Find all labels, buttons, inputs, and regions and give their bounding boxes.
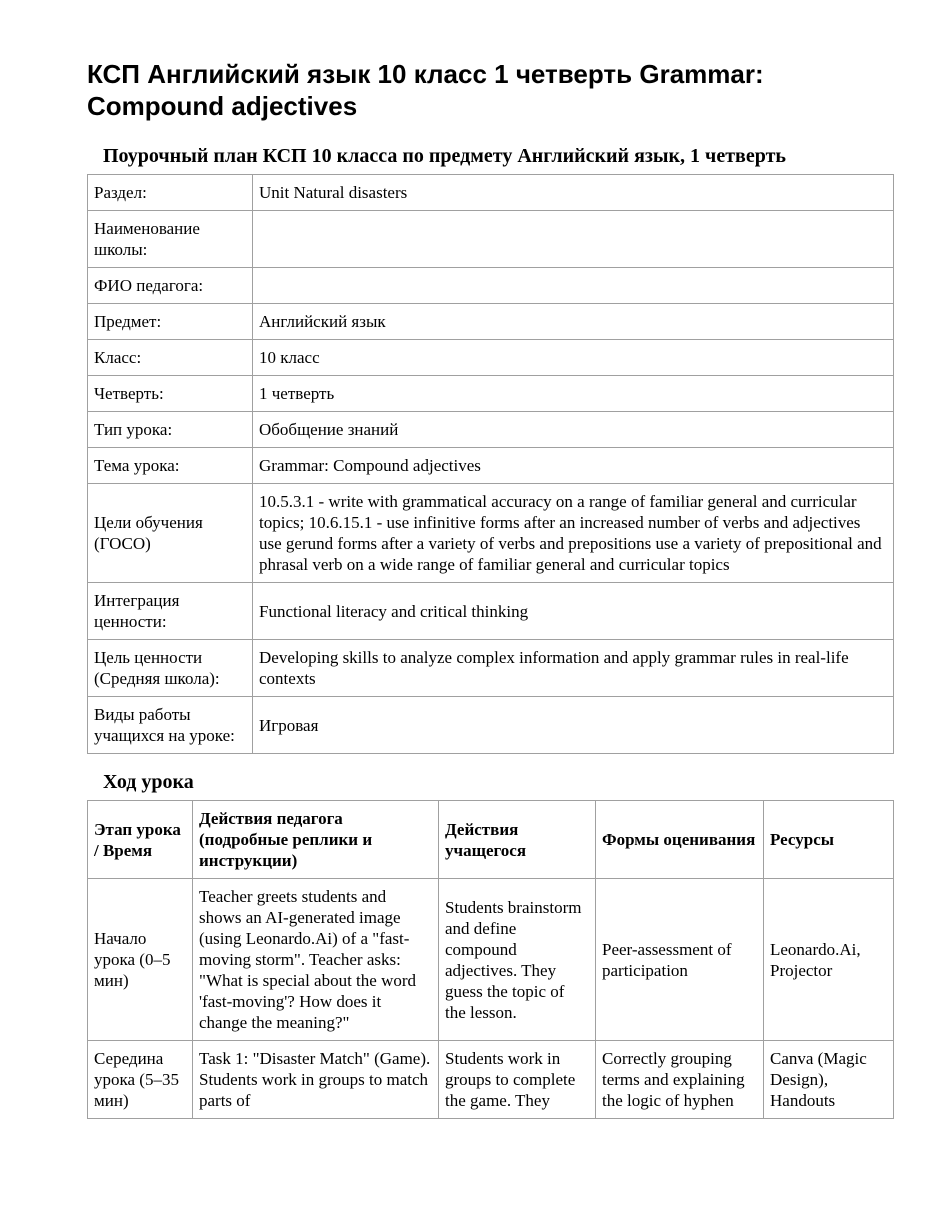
info-label: Цели обучения (ГОСО) bbox=[88, 484, 253, 583]
assessment-cell: Peer-assessment of participation bbox=[596, 879, 764, 1041]
resources-cell: Leonardo.Ai, Projector bbox=[764, 879, 894, 1041]
teacher-actions-cell: Task 1: "Disaster Match" (Game). Students work in groups to match parts of bbox=[193, 1041, 439, 1119]
column-header-teacher-actions: Действия педагога (подробные реплики и инструкции) bbox=[193, 801, 439, 879]
info-value: Игровая bbox=[253, 697, 894, 754]
document-page bbox=[87, 58, 893, 1119]
table-row bbox=[88, 879, 894, 1041]
student-actions-cell: Students work in groups to complete the game. They bbox=[439, 1041, 596, 1119]
lesson-steps-table bbox=[87, 800, 894, 1119]
info-row-section bbox=[88, 175, 894, 211]
info-label: Тема урока: bbox=[88, 448, 253, 484]
info-label: Четверть: bbox=[88, 376, 253, 412]
info-row-value-goal bbox=[88, 640, 894, 697]
info-row-quarter bbox=[88, 376, 894, 412]
info-row-lesson-type bbox=[88, 412, 894, 448]
table-header-row bbox=[88, 801, 894, 879]
plan-heading: Поурочный план КСП 10 класса по предмету Английский язык, 1 четверть bbox=[103, 145, 786, 167]
info-row-lesson-topic bbox=[88, 448, 894, 484]
info-row-teacher bbox=[88, 268, 894, 304]
teacher-actions-cell: Teacher greets students and shows an AI-generated image (using Leonardo.Ai) of a "fast-moving storm". Teacher asks: "What is special about the word 'fast-moving'? How does it change the meaning?" bbox=[193, 879, 439, 1041]
info-value: 1 четверть bbox=[253, 376, 894, 412]
column-header-stage: Этап урока / Время bbox=[88, 801, 193, 879]
info-row-learning-goals bbox=[88, 484, 894, 583]
info-row-grade bbox=[88, 340, 894, 376]
info-label: Интеграция ценности: bbox=[88, 583, 253, 640]
info-value bbox=[253, 211, 894, 268]
info-label: Виды работы учащихся на уроке: bbox=[88, 697, 253, 754]
info-value: Grammar: Compound adjectives bbox=[253, 448, 894, 484]
column-header-student-actions: Действия учащегося bbox=[439, 801, 596, 879]
info-label: Цель ценности (Средняя школа): bbox=[88, 640, 253, 697]
info-label: ФИО педагога: bbox=[88, 268, 253, 304]
info-row-work-types bbox=[88, 697, 894, 754]
stage-cell: Середина урока (5–35 мин) bbox=[88, 1041, 193, 1119]
info-value: 10 класс bbox=[253, 340, 894, 376]
info-value: 10.5.3.1 - write with grammatical accuracy on a range of familiar general and curricular topics; 10.6.15.1 - use infinitive forms after an increased number of verbs and adjectives use gerund forms after a variety of verbs and prepositions use a variety of prepositional and phrasal verb on a wide range of familiar general and curricular topics bbox=[253, 484, 894, 583]
info-value: Unit Natural disasters bbox=[253, 175, 894, 211]
info-label: Класс: bbox=[88, 340, 253, 376]
student-actions-cell: Students brainstorm and define compound adjectives. They guess the topic of the lesson. bbox=[439, 879, 596, 1041]
column-header-resources: Ресурсы bbox=[764, 801, 894, 879]
table-row bbox=[88, 1041, 894, 1119]
info-row-value-integration bbox=[88, 583, 894, 640]
column-header-assessment: Формы оценивания bbox=[596, 801, 764, 879]
document-title: КСП Английский язык 10 класс 1 четверть Grammar: Compound adjectives bbox=[87, 59, 764, 121]
info-label: Предмет: bbox=[88, 304, 253, 340]
info-value: Обобщение знаний bbox=[253, 412, 894, 448]
info-label: Тип урока: bbox=[88, 412, 253, 448]
stage-cell: Начало урока (0–5 мин) bbox=[88, 879, 193, 1041]
info-label: Наименование школы: bbox=[88, 211, 253, 268]
info-value: Английский язык bbox=[253, 304, 894, 340]
info-value: Functional literacy and critical thinking bbox=[253, 583, 894, 640]
lesson-plan-info-table bbox=[87, 174, 894, 754]
info-row-school bbox=[88, 211, 894, 268]
lesson-heading: Ход урока bbox=[103, 771, 194, 793]
info-value bbox=[253, 268, 894, 304]
info-label: Раздел: bbox=[88, 175, 253, 211]
info-value: Developing skills to analyze complex information and apply grammar rules in real-life contexts bbox=[253, 640, 894, 697]
resources-cell: Canva (Magic Design), Handouts bbox=[764, 1041, 894, 1119]
info-row-subject bbox=[88, 304, 894, 340]
assessment-cell: Correctly grouping terms and explaining the logic of hyphen bbox=[596, 1041, 764, 1119]
